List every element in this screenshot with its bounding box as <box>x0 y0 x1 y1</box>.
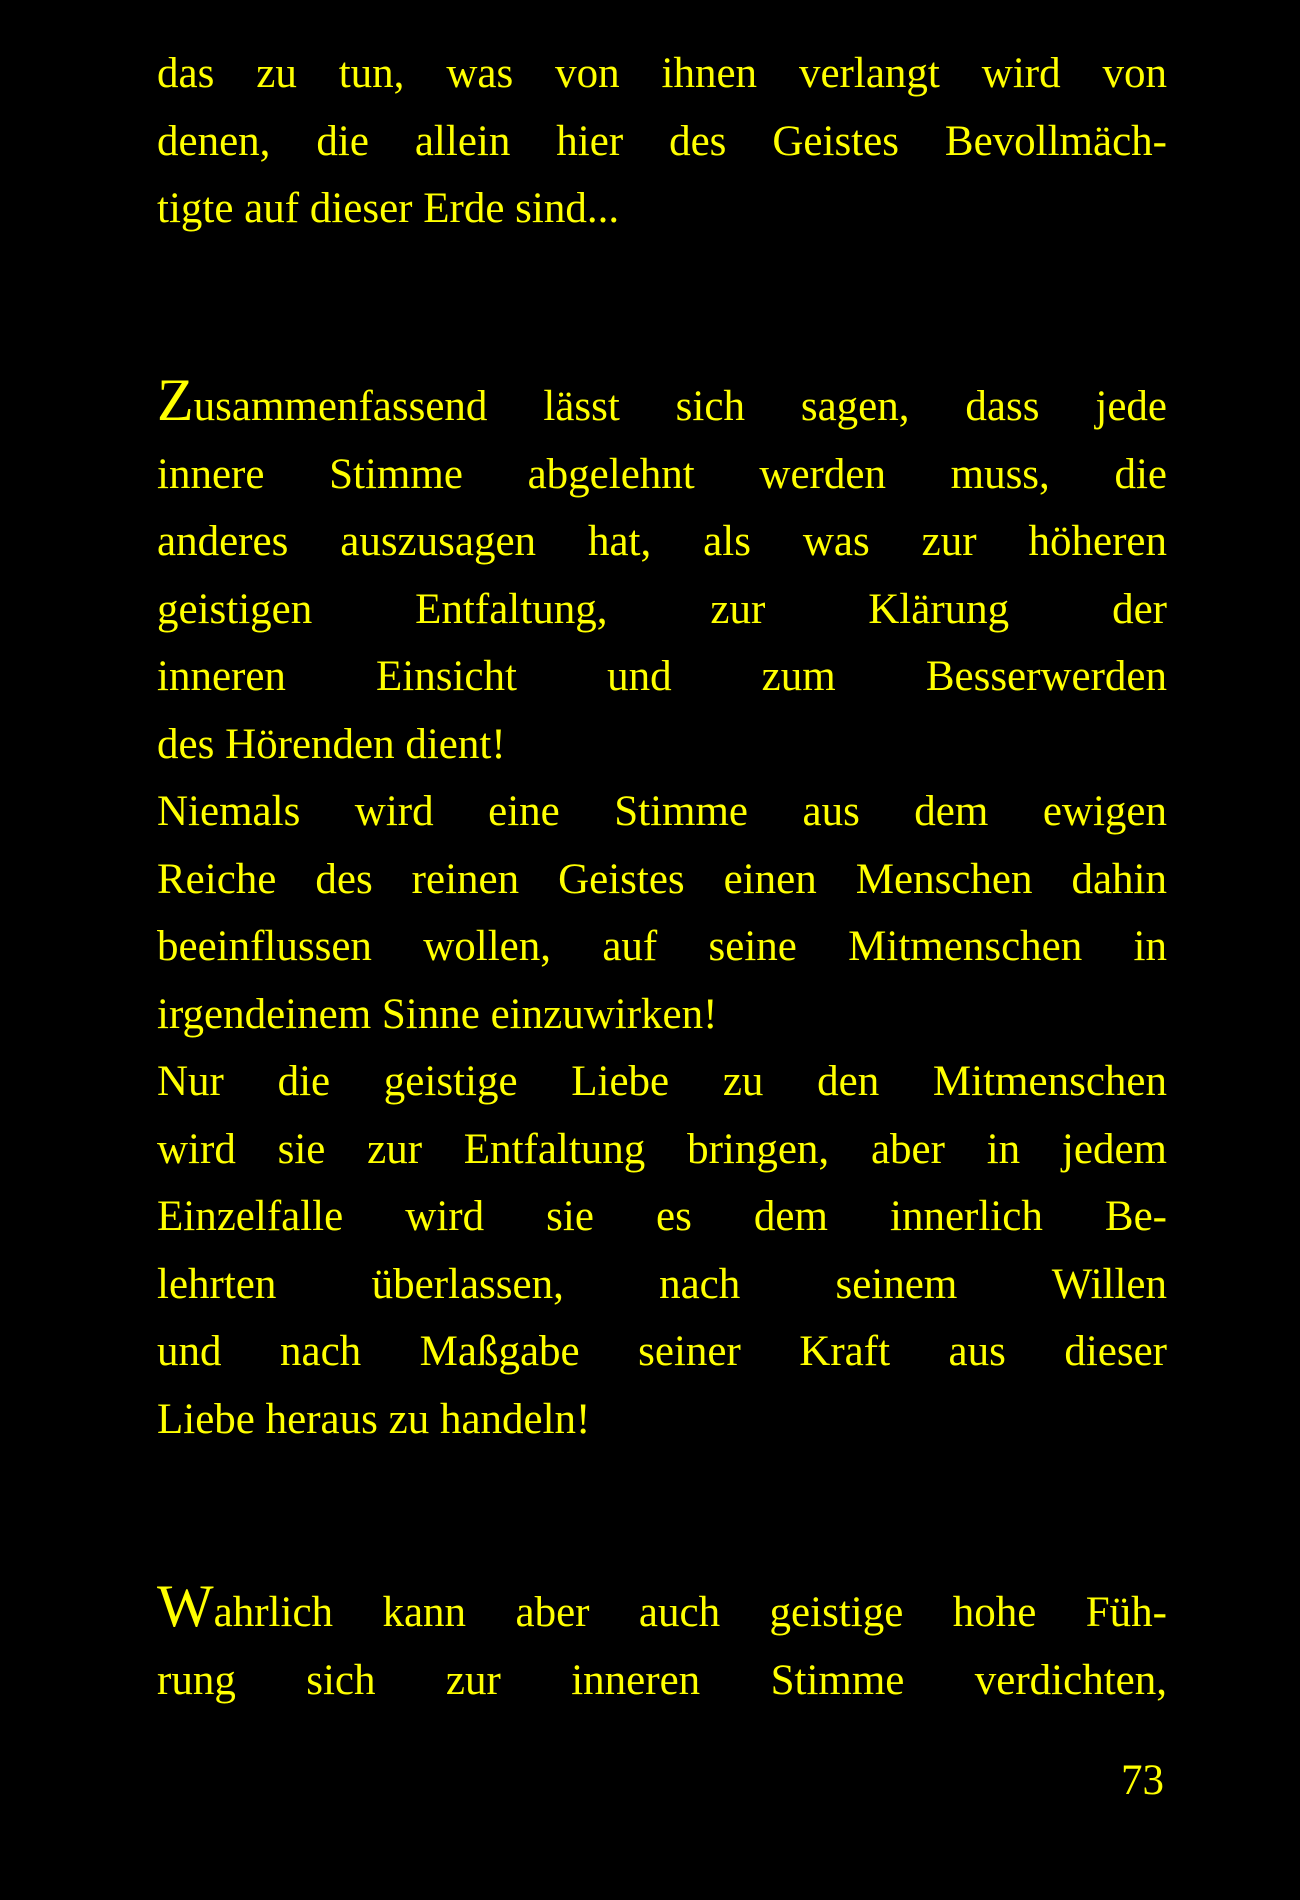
text-line: Niemals wird eine Stimme aus dem ewigen <box>157 788 1167 835</box>
text-line: innere Stimme abgelehnt werden muss, die <box>157 450 1167 498</box>
text-line: Nur die geistige Liebe zu den Mitmenschen <box>157 1058 1167 1105</box>
text-line: denen, die allein hier des Geistes Bevollmäch- <box>157 117 1167 165</box>
text-line: lehrten überlassen, nach seinem Willen <box>157 1260 1167 1308</box>
text-line: wird sie zur Entfaltung bringen, aber in jedem <box>157 1125 1167 1173</box>
text-line: anderes auszusagen hat, als was zur höheren <box>157 518 1167 565</box>
text-line: beeinflussen wollen, auf seine Mitmenschen in <box>157 923 1167 970</box>
text-line: das zu tun, was von ihnen verlangt wird von <box>157 50 1167 97</box>
text-line: Liebe heraus zu handeln! <box>157 1395 591 1443</box>
initial-letter: W <box>157 1573 214 1639</box>
text-line: tigte auf dieser Erde sind... <box>157 185 620 232</box>
text-line: irgendeinem Sinne einzuwirken! <box>157 990 718 1038</box>
text-line: geistigen Entfaltung, zur Klärung der <box>157 585 1167 633</box>
paragraph-wahrlich <box>157 1573 1167 1714</box>
text-line: und nach Maßgabe seiner Kraft aus dieser <box>157 1328 1167 1375</box>
paragraph-zusammenfassend <box>157 367 1167 1453</box>
text-line <box>157 367 1167 441</box>
text-line-rest: ahrlich kann aber auch geistige hohe Füh- <box>213 1589 1167 1636</box>
text-line: rung sich zur inneren Stimme verdichten, <box>157 1656 1167 1704</box>
text-line: des Hörenden dient! <box>157 720 506 768</box>
page-number: 73 <box>1121 1757 1164 1804</box>
text-line: Einzelfalle wird sie es dem innerlich Be- <box>157 1193 1167 1240</box>
text-line: inneren Einsicht und zum Besserwerden <box>157 653 1167 700</box>
text-line: Reiche des reinen Geistes einen Menschen dahin <box>157 855 1167 903</box>
text-line <box>157 1573 1167 1647</box>
initial-letter: Z <box>157 367 194 433</box>
paragraph-continuation <box>157 40 1167 243</box>
text-line-rest: usammenfassend lässt sich sagen, dass jede <box>193 383 1167 430</box>
